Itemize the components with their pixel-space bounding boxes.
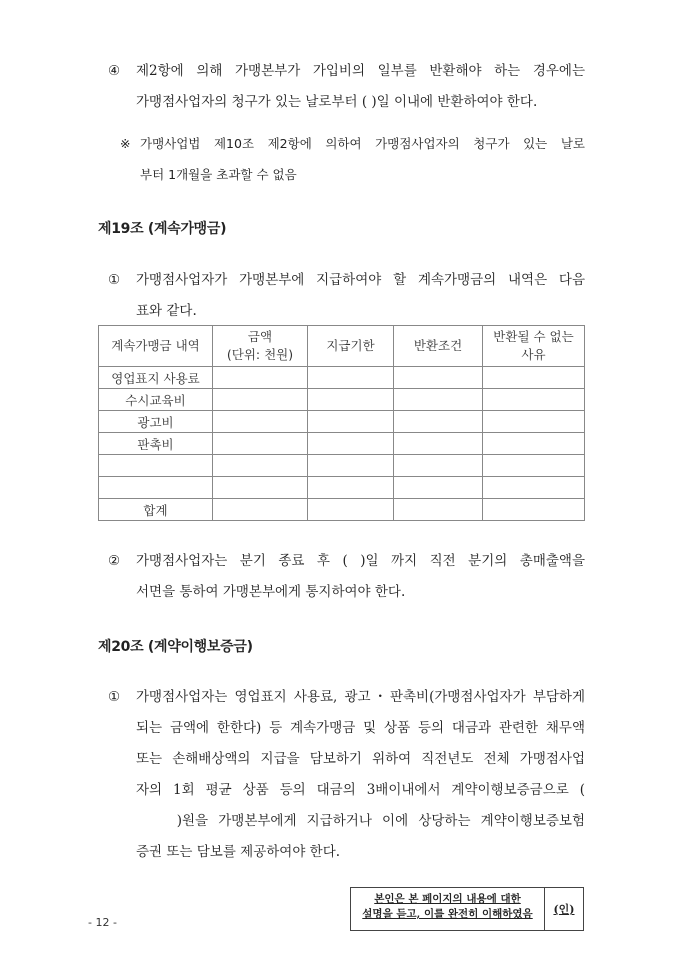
paragraph-line: 표와 같다. [136, 303, 197, 319]
fee-item-cell [99, 477, 213, 499]
table-cell [213, 367, 308, 389]
table-cell [213, 455, 308, 477]
legal-note [120, 128, 585, 190]
fee-item-cell: 수시교육비 [99, 389, 213, 411]
table-cell [394, 433, 483, 455]
table-cell [213, 477, 308, 499]
table-row [99, 389, 585, 411]
fee-item-cell: 합계 [99, 499, 213, 521]
table-cell [213, 389, 308, 411]
header-non-refund-reason: 반환될 수 없는 사유 [483, 326, 585, 367]
table-cell [308, 433, 394, 455]
table-cell [308, 477, 394, 499]
table-cell [213, 411, 308, 433]
paragraph-line: 되는 금액에 한한다) 등 계속가맹금 및 상품 등의 대금과 관련한 채무액 [136, 720, 585, 736]
table-header-row [99, 326, 585, 367]
table-row [99, 411, 585, 433]
header-fee-item: 계속가맹금 내역 [99, 326, 213, 367]
table-cell [308, 389, 394, 411]
continuing-fee-table [98, 325, 585, 521]
confirmation-statement [351, 888, 545, 930]
paragraph-line: 제2항에 의해 가맹본부가 가입비의 일부를 반환해야 하는 경우에는 [136, 63, 585, 79]
art19-paragraph-2 [108, 546, 585, 608]
table-row [99, 367, 585, 389]
table-cell [483, 455, 585, 477]
paragraph-line: 또는 손해배상액의 지급을 담보하기 위하여 직전년도 전체 가맹점사업 [136, 751, 585, 767]
confirmation-box [350, 887, 584, 931]
page-number: - 12 - [88, 916, 117, 929]
confirmation-line: 본인은 본 페이지의 내용에 대한 [374, 893, 521, 905]
art20-paragraph-1 [108, 682, 585, 868]
table-cell [483, 477, 585, 499]
header-amount: 금액 (단위: 천원) [213, 326, 308, 367]
paragraph-line: 가맹점사업자가 가맹본부에 지급하여야 할 계속가맹금의 내역은 다음 [136, 272, 585, 288]
fee-item-cell [99, 455, 213, 477]
note-line: 가맹사업법 제10조 제2항에 의하여 가맹점사업자의 청구가 있는 날로 [140, 136, 585, 151]
table-cell [308, 367, 394, 389]
table-row [99, 433, 585, 455]
note-mark: ※ [120, 136, 131, 151]
paragraph-line: 가맹점사업자는 영업표지 사용료, 광고・판촉비(가맹점사업자가 부담하게 [136, 689, 585, 705]
article-19-heading: 제19조 (계속가맹금) [98, 221, 227, 237]
art19-paragraph-1 [108, 265, 585, 327]
paragraph-line: 자의 1회 평균 상품 등의 대금의 3배이내에서 계약이행보증금으로 ( [136, 782, 585, 798]
note-line: 부터 1개월을 초과할 수 없음 [140, 167, 297, 182]
paragraph-line: 가맹점사업자는 분기 종료 후 ( )일 까지 직전 분기의 총매출액을 [136, 553, 585, 569]
table-row [99, 499, 585, 521]
table-cell [394, 367, 483, 389]
art18-paragraph-4 [108, 56, 585, 118]
table-row [99, 477, 585, 499]
fee-item-cell: 영업표지 사용료 [99, 367, 213, 389]
table-cell [394, 499, 483, 521]
table-cell [394, 389, 483, 411]
paragraph-number: ① [108, 272, 121, 288]
table-cell [213, 499, 308, 521]
seal-mark: (인) [553, 903, 575, 916]
paragraph-line: 가맹점사업자의 청구가 있는 날로부터 ( )일 이내에 반환하여야 한다. [136, 94, 538, 110]
paragraph-number: ② [108, 553, 121, 569]
table-cell [483, 389, 585, 411]
table-row [99, 455, 585, 477]
table-cell [213, 433, 308, 455]
article-20-heading: 제20조 (계약이행보증금) [98, 639, 253, 655]
table-cell [483, 499, 585, 521]
table-cell [308, 411, 394, 433]
paragraph-line: 증권 또는 담보를 제공하여야 한다. [136, 844, 341, 860]
table-cell [308, 499, 394, 521]
table-cell [308, 455, 394, 477]
fee-item-cell: 광고비 [99, 411, 213, 433]
table-cell [394, 455, 483, 477]
paragraph-line: )원을 가맹본부에게 지급하거나 이에 상당하는 계약이행보증보험 [136, 813, 585, 829]
paragraph-number: ④ [108, 63, 121, 79]
table-cell [483, 367, 585, 389]
header-refund-condition: 반환조건 [394, 326, 483, 367]
table-cell [483, 411, 585, 433]
table-cell [483, 433, 585, 455]
confirmation-line: 설명을 듣고, 이를 완전히 이해하였음 [362, 908, 533, 920]
paragraph-line: 서면을 통하여 가맹본부에게 통지하여야 한다. [136, 584, 406, 600]
paragraph-number: ① [108, 689, 121, 705]
table-cell [394, 411, 483, 433]
header-payment-deadline: 지급기한 [308, 326, 394, 367]
table-cell [394, 477, 483, 499]
fee-item-cell: 판촉비 [99, 433, 213, 455]
